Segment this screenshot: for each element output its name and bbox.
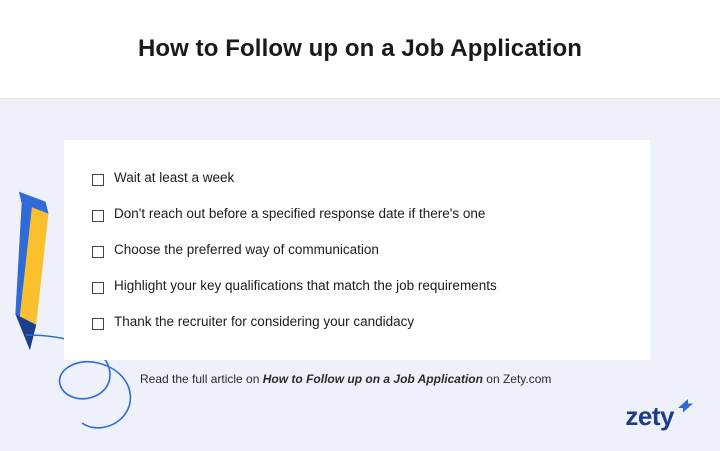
checkbox-icon[interactable] [92, 210, 104, 222]
list-item[interactable] [92, 242, 622, 259]
pen-icon [8, 190, 56, 351]
checklist [92, 170, 622, 330]
checkbox-icon[interactable] [92, 318, 104, 330]
checklist-item-label: Wait at least a week [114, 170, 235, 185]
checklist-item-label: Thank the recruiter for considering your candidacy [114, 313, 415, 329]
checkbox-icon[interactable] [92, 282, 104, 294]
checklist-item-label: Choose the preferred way of communication [114, 241, 379, 257]
header-band [0, 0, 720, 99]
footer-article-title: How to Follow up on a Job Application [262, 372, 483, 386]
checkbox-icon[interactable] [92, 174, 104, 186]
list-item[interactable] [92, 206, 622, 223]
footer-prefix: Read the full article on [140, 372, 263, 386]
checklist-card [64, 140, 650, 360]
arrow-icon [676, 398, 694, 419]
page-title: How to Follow up on a Job Application [137, 35, 583, 62]
list-item[interactable] [92, 278, 622, 295]
list-item[interactable] [92, 170, 622, 187]
list-item[interactable] [92, 314, 622, 331]
footer-suffix: on Zety.com [482, 372, 552, 386]
checkbox-icon[interactable] [92, 246, 104, 258]
checklist-item-label: Highlight your key qualifications that match the job requirements [114, 277, 497, 293]
footer-note [140, 372, 551, 386]
checklist-item-label: Don't reach out before a specified response date if there's one [114, 205, 486, 221]
brand-logo[interactable] [625, 398, 694, 429]
brand-name: zety [625, 401, 674, 431]
